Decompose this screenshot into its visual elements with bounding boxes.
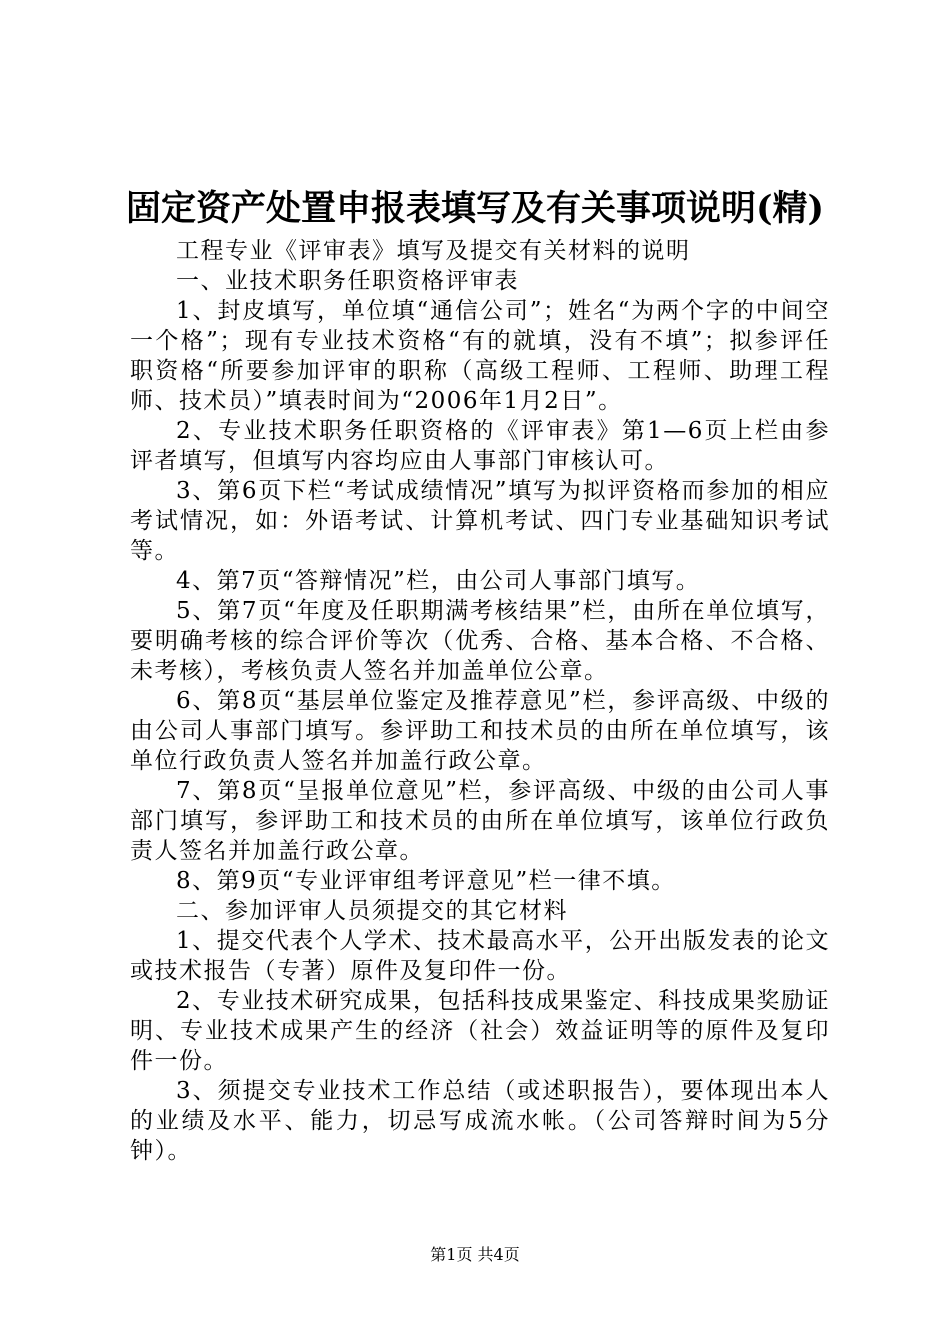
paragraph: 工程专业《评审表》填写及提交有关材料的说明 [176,238,691,264]
paragraph: 1、封皮填写，单位填“通信公司”；姓名“为两个字的中间空一个格”；现有专业技术资格“有的就填，没有不填”；拟参评任职资格“所要参加评审的职称（高级工程师、工程师、助理工程师、技术员）”填表时间为“2006年1月2日”。 [130,298,830,414]
paragraph: 2、专业技术研究成果，包括科技成果鉴定、科技成果奖励证明、专业技术成果产生的经济（社会）效益证明等的原件及复印件一份。 [130,988,830,1074]
paragraph: 一、业技术职务任职资格评审表 [176,268,519,294]
document-title: 固定资产处置申报表填写及有关事项说明(精) [125,188,825,229]
document-body [130,236,830,1166]
paragraph: 6、第8页“基层单位鉴定及推荐意见”栏，参评高级、中级的由公司人事部门填写。参评助工和技术员的由所在单位填写，该单位行政负责人签名并加盖行政公章。 [130,688,830,774]
paragraph: 二、参加评审人员须提交的其它材料 [176,898,568,924]
paragraph: 3、须提交专业技术工作总结（或述职报告），要体现出本人的业绩及水平、能力，切忌写成流水帐。（公司答辩时间为5分钟）。 [130,1078,830,1164]
paragraph: 7、第8页“呈报单位意见”栏，参评高级、中级的由公司人事部门填写，参评助工和技术员的由所在单位填写，该单位行政负责人签名并加盖行政公章。 [130,778,830,864]
paragraph: 8、第9页“专业评审组考评意见”栏一律不填。 [176,868,676,894]
paragraph: 1、提交代表个人学术、技术最高水平，公开出版发表的论文或技术报告（专著）原件及复印件一份。 [130,928,830,984]
paragraph: 4、第7页“答辩情况”栏，由公司人事部门填写。 [176,568,701,594]
paragraph: 2、专业技术职务任职资格的《评审表》第1—6页上栏由参评者填写，但填写内容均应由人事部门审核认可。 [130,418,830,474]
paragraph: 5、第7页“年度及任职期满考核结果”栏，由所在单位填写，要明确考核的综合评价等次（优秀、合格、基本合格、不合格、未考核），考核负责人签名并加盖单位公章。 [130,598,830,684]
page-footer: 第1页 共4页 [430,1245,520,1264]
paragraph: 3、第6页下栏“考试成绩情况”填写为拟评资格而参加的相应考试情况，如：外语考试、计算机考试、四门专业基础知识考试等。 [130,478,830,564]
